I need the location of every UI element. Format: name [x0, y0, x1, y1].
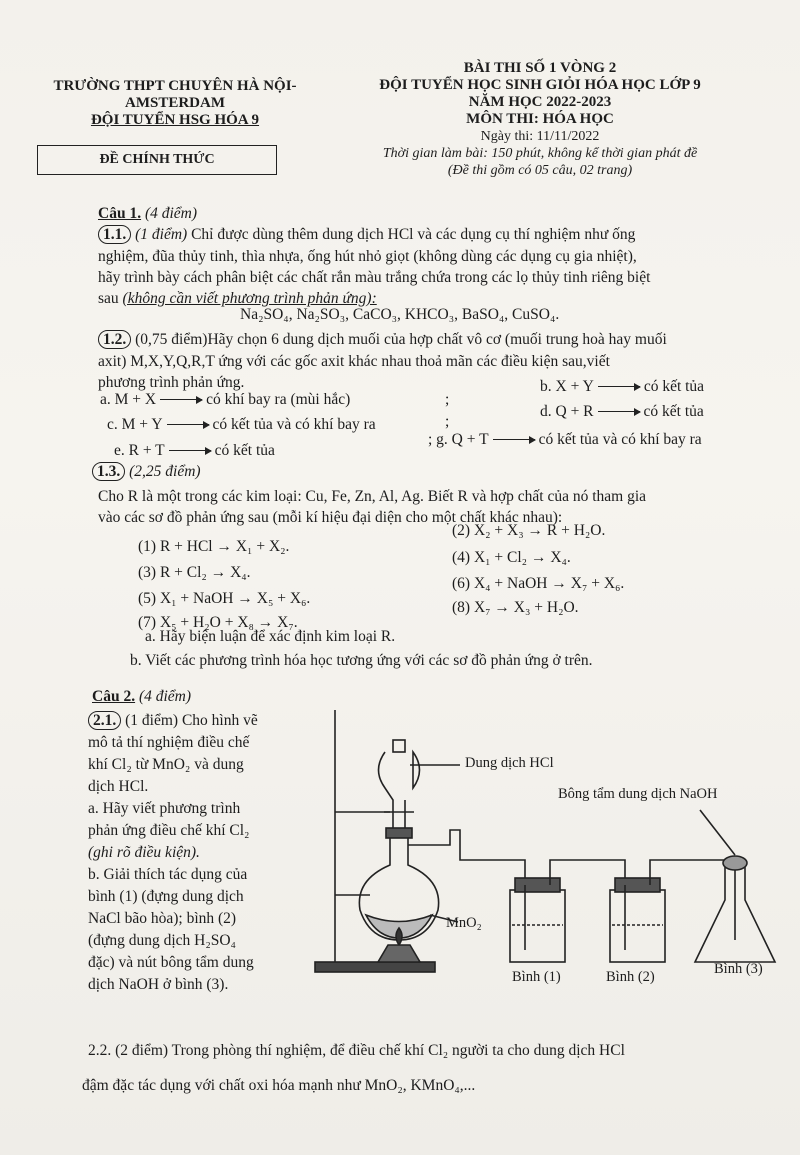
- school-name-line1: TRƯỜNG THPT CHUYÊN HÀ NỘI-: [53, 78, 297, 94]
- separating-funnel: [379, 752, 420, 830]
- exam-team: ĐỘI TUYỂN HỌC SINH GIỎI HÓA HỌC LỚP 9: [379, 77, 701, 93]
- subject: MÔN THI: HÓA HỌC: [466, 111, 614, 127]
- scheme-2: (2) X₂ + X₃ → R + H₂O.: [452, 522, 606, 539]
- q2-1-line8: b. Giải thích tác dụng của: [88, 866, 248, 883]
- q1-1-text1: Chỉ được dùng thêm dung dịch HCl và các dụng cụ thí nghiệm như ống: [191, 226, 636, 243]
- naoh-cotton-plug: [723, 856, 747, 870]
- alcohol-burner: [378, 945, 420, 962]
- reaction-d-lhs: d. Q + R: [540, 403, 594, 420]
- reaction-c-lhs: c. M + Y: [107, 416, 163, 433]
- q2-1-line7: (ghi rõ điều kiện).: [88, 844, 200, 861]
- scheme-6: (6) X₄ + NaOH → X₇ + X₆.: [452, 575, 625, 592]
- stand-base: [315, 962, 435, 972]
- q1-3-line2: vào các sơ đồ phản ứng sau (mỗi kí hiệu đại diện cho một chất khác nhau):: [98, 509, 563, 526]
- q1-points: (4 điểm): [144, 205, 198, 222]
- flask-stopper: [386, 828, 412, 838]
- label-bottle-1: Bình (1): [512, 969, 561, 985]
- arrow-icon: [169, 450, 211, 451]
- reaction-a-result: có khí bay ra (mùi hắc): [206, 391, 351, 408]
- reaction-b: [540, 376, 704, 397]
- q2-1-line6: phản ứng điều chế khí Cl₂: [88, 822, 250, 839]
- bottle-2: [610, 890, 665, 962]
- bottle-1-stopper: [515, 878, 560, 892]
- reaction-d-result: có kết tủa: [643, 403, 704, 420]
- q2-1-line1: [88, 710, 258, 731]
- q1-3-part-b: b. Viết các phương trình hóa học tương ứng với các sơ đồ phản ứng ở trên.: [130, 652, 593, 669]
- q2-1-line5: a. Hãy viết phương trình: [88, 800, 241, 817]
- q1-3-number: 1.3.: [92, 462, 125, 481]
- semicolon-c: ;: [445, 413, 450, 430]
- q2-1-text1: (1 điểm) Cho hình vẽ: [125, 712, 258, 729]
- q1-1-line3: hãy trình bày cách phân biệt các chất rắn màu trắng chứa trong các lọ thủy tinh riêng biệt: [98, 269, 651, 286]
- q1-2-line2: axit) M,X,Y,Q,R,T ứng với các gốc axit khác nhau thoả mãn các điều kiện sau,viết: [98, 353, 610, 370]
- team-name: ĐỘI TUYỂN HSG HÓA 9: [90, 112, 260, 128]
- arrow-icon: [160, 399, 202, 400]
- q2-1-line3: khí Cl₂ từ MnO₂ và dung: [88, 756, 244, 773]
- q1-3-line1: Cho R là một trong các kim loại: Cu, Fe, Zn, Al, Ag. Biết R và hợp chất của nó tham gia: [98, 488, 647, 505]
- label-naoh: Bông tẩm dung dịch NaOH: [558, 786, 718, 802]
- q1-heading: [98, 203, 197, 224]
- q1-3-points: (2,25 điểm): [129, 463, 201, 480]
- school-name-line2: AMSTERDAM: [125, 95, 225, 111]
- q1-1-line1: [98, 224, 635, 245]
- q2-points: (4 điểm): [138, 688, 192, 705]
- q1-1-salts: Na₂SO₄, Na₂SO₃, CaCO₃, KHCO₃, BaSO₄, CuSO₄.: [240, 306, 560, 323]
- q1-1-text4b: (không cần viết phương trình phản ứng):: [122, 290, 377, 307]
- q1-1-points: (1 điểm): [135, 226, 188, 243]
- q2-1-number: 2.1.: [88, 711, 121, 730]
- apparatus-diagram: [300, 700, 800, 1000]
- reaction-a-lhs: a. M + X: [100, 391, 157, 408]
- reaction-g-result: có kết tủa và có khí bay ra: [538, 431, 702, 448]
- reaction-e-result: có kết tủa: [214, 442, 275, 459]
- reaction-c: [107, 414, 376, 435]
- arrow-icon: [493, 439, 535, 440]
- reaction-e: [114, 440, 275, 461]
- q2-1-line12: đặc) và nút bông tẩm dung: [88, 954, 254, 971]
- reaction-g: [428, 429, 702, 450]
- bottle-2-stopper: [615, 878, 660, 892]
- flame-icon: [396, 928, 402, 945]
- official-exam-box: [37, 145, 277, 175]
- q1-1-line2: nghiệm, đũa thủy tinh, thìa nhựa, ống hút nhỏ giọt (không dùng các dụng cụ gia nhiệt),: [98, 248, 637, 265]
- exam-date: Ngày thi: 11/11/2022: [480, 129, 600, 144]
- label-bottle-2: Bình (2): [606, 969, 655, 985]
- scheme-3: (3) R + Cl₂ → X₄.: [138, 564, 251, 581]
- school-year: NĂM HỌC 2022-2023: [468, 94, 612, 110]
- q2-1-line9: bình (1) (đựng dung dịch: [88, 888, 244, 905]
- reaction-e-lhs: e. R + T: [114, 442, 165, 459]
- q1-3-heading: [92, 461, 201, 482]
- official-exam-label: ĐỀ CHÍNH THỨC: [99, 152, 215, 167]
- q2-2-line2: đậm đặc tác dụng với chất oxi hóa mạnh như MnO₂, KMnO₄,...: [82, 1077, 476, 1094]
- exam-pages: (Đề thi gồm có 05 câu, 02 trang): [447, 163, 633, 178]
- q1-2-line1: [98, 329, 667, 350]
- school-header: [30, 78, 320, 129]
- q2-heading: [92, 686, 191, 707]
- arrow-icon: [167, 424, 209, 425]
- label-bottle-3: Bình (3): [714, 961, 763, 977]
- q2-title: Câu 2.: [92, 688, 136, 705]
- reaction-a: [100, 389, 350, 410]
- scheme-7: (7) X₅ + H₂O + X₈ → X₇.: [138, 614, 298, 631]
- exam-duration: Thời gian làm bài: 150 phút, không kể thời gian phát đề: [382, 146, 698, 161]
- q2-1-line10: NaCl bão hòa); bình (2): [88, 910, 237, 927]
- reaction-g-lhs: ; g. Q + T: [428, 431, 489, 448]
- q1-2-line3: phương trình phản ứng.: [98, 374, 245, 391]
- arrow-icon: [598, 411, 640, 412]
- q2-1-line13: dịch NaOH ở bình (3).: [88, 976, 229, 993]
- q1-3-part-a: a. Hãy biện luận để xác định kim loại R.: [145, 628, 396, 645]
- delivery-tube-1: [408, 830, 525, 885]
- q2-1-line11: (đựng dung dịch H₂SO₄: [88, 932, 236, 949]
- scheme-8: (8) X₇ → X₃ + H₂O.: [452, 599, 579, 616]
- q2-1-line4: dịch HCl.: [88, 778, 149, 795]
- scheme-1: (1) R + HCl → X₁ + X₂.: [138, 538, 290, 555]
- reaction-b-lhs: b. X + Y: [540, 378, 594, 395]
- arrow-icon: [598, 386, 640, 387]
- bottle-1: [510, 890, 565, 962]
- label-mno2: MnO₂: [446, 915, 482, 931]
- reaction-b-result: có kết tủa: [643, 378, 705, 395]
- q1-title: Câu 1.: [98, 205, 142, 222]
- scheme-4: (4) X₁ + Cl₂ → X₄.: [452, 549, 571, 566]
- q1-1-text4a: sau: [98, 290, 123, 307]
- q1-2-text1: (0,75 điểm)Hãy chọn 6 dung dịch muối của hợp chất vô cơ (muối trung hoà hay muối: [135, 331, 667, 348]
- reaction-c-result: có kết tủa và có khí bay ra: [212, 416, 376, 433]
- exam-header: [330, 60, 750, 179]
- pointer-naoh: [700, 810, 735, 855]
- label-hcl: Dung dịch HCl: [465, 755, 554, 771]
- semicolon-a: ;: [445, 391, 450, 408]
- exam-number: BÀI THI SỐ 1 VÒNG 2: [463, 60, 617, 76]
- delivery-tube-3: [650, 860, 735, 940]
- reaction-d: [540, 401, 704, 422]
- scheme-5: (5) X₁ + NaOH → X₅ + X₆.: [138, 590, 311, 607]
- q1-1-number: 1.1.: [98, 225, 131, 244]
- funnel-stopper: [393, 740, 405, 752]
- q2-1-line2: mô tả thí nghiệm điều chế: [88, 734, 250, 751]
- q2-2-line1: 2.2. (2 điểm) Trong phòng thí nghiệm, để điều chế khí Cl₂ người ta cho dung dịch HCl: [88, 1042, 625, 1059]
- q1-2-number: 1.2.: [98, 330, 131, 349]
- delivery-tube-2: [550, 860, 625, 885]
